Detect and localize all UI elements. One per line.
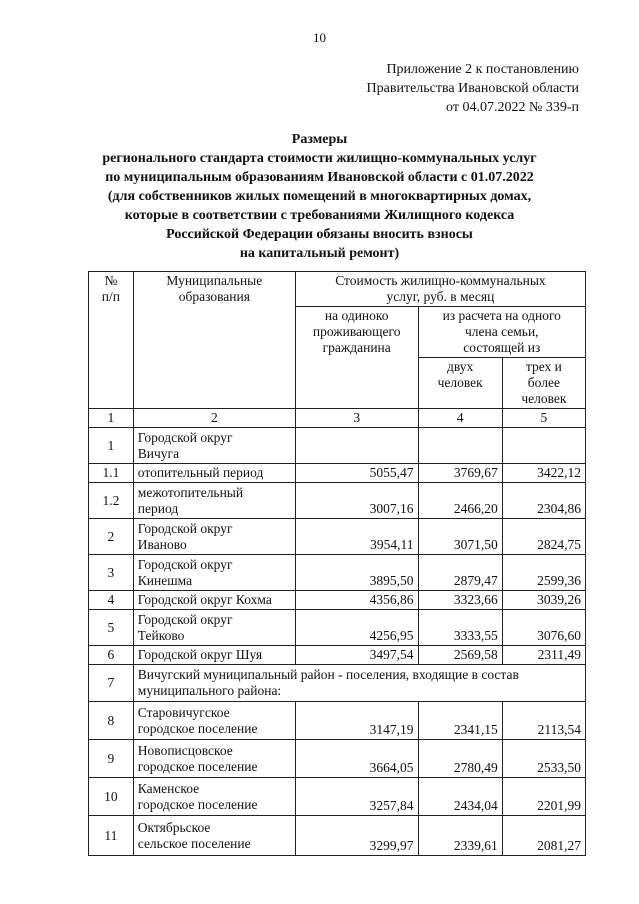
name-line: Тейково bbox=[137, 627, 185, 643]
name-line: городское поселение bbox=[137, 720, 258, 736]
header-cost bbox=[295, 272, 585, 307]
row-number: 11 bbox=[89, 816, 134, 856]
municipality-name bbox=[133, 483, 295, 519]
name-line: Городской округ bbox=[137, 556, 233, 572]
header-single bbox=[295, 307, 418, 409]
row-number: 8 bbox=[89, 702, 134, 740]
cost-single-person bbox=[295, 428, 418, 464]
table-row bbox=[89, 555, 586, 591]
cost-single-person: 4356,86 bbox=[295, 591, 418, 610]
header-text: двух bbox=[447, 359, 474, 374]
appendix-line: от 04.07.2022 № 339-п bbox=[446, 100, 579, 115]
title-line: по муниципальным образованиям Ивановской области с 01.07.2022 bbox=[105, 170, 534, 185]
table-row bbox=[89, 483, 586, 519]
cost-three-plus-persons bbox=[502, 428, 585, 464]
section-text: муниципального района: bbox=[137, 683, 282, 698]
row-number: 10 bbox=[89, 778, 134, 816]
table-row bbox=[89, 591, 586, 610]
cost-three-plus-persons: 2201,99 bbox=[502, 778, 585, 816]
header-text: образования bbox=[178, 289, 250, 304]
name-line: Иваново bbox=[137, 536, 187, 552]
name-line: Старовичугское bbox=[137, 704, 230, 720]
header-text: состоящей из bbox=[463, 340, 541, 355]
table-row bbox=[89, 778, 586, 816]
cost-three-plus-persons: 2081,27 bbox=[502, 816, 585, 856]
column-number: 5 bbox=[502, 409, 585, 428]
table-row bbox=[89, 702, 586, 740]
name-line: Октябрьское bbox=[137, 819, 211, 835]
header-text: члена семьи, bbox=[464, 324, 539, 339]
header-text: человек bbox=[521, 391, 567, 406]
title-line: на капитальный ремонт) bbox=[239, 246, 400, 261]
header-row bbox=[89, 272, 586, 307]
page-number: 10 bbox=[313, 30, 326, 45]
column-number: 3 bbox=[295, 409, 418, 428]
title-line: Размеры bbox=[291, 132, 348, 147]
name-line: городское поселение bbox=[137, 758, 258, 774]
header-text: услуг, руб. в месяц bbox=[386, 289, 495, 304]
municipality-name bbox=[133, 591, 295, 610]
header-text: гражданина bbox=[322, 340, 391, 355]
cost-two-persons: 2879,47 bbox=[418, 555, 502, 591]
cost-three-plus-persons: 2113,54 bbox=[502, 702, 585, 740]
cost-three-plus-persons: 3076,60 bbox=[502, 610, 585, 646]
row-number: 7 bbox=[89, 665, 134, 702]
cost-three-plus-persons: 2599,36 bbox=[502, 555, 585, 591]
row-number: 1.1 bbox=[89, 464, 134, 483]
table-row bbox=[89, 464, 586, 483]
row-number: 2 bbox=[89, 519, 134, 555]
cost-single-person: 3007,16 bbox=[295, 483, 418, 519]
cost-single-person: 3895,50 bbox=[295, 555, 418, 591]
cost-three-plus-persons: 2311,49 bbox=[502, 646, 585, 665]
header-three-plus bbox=[502, 358, 585, 409]
cost-two-persons: 2780,49 bbox=[418, 740, 502, 778]
column-number-row bbox=[89, 409, 586, 428]
cost-three-plus-persons: 3039,26 bbox=[502, 591, 585, 610]
header-text: Муниципальные bbox=[166, 273, 263, 288]
cost-two-persons: 2569,58 bbox=[418, 646, 502, 665]
title-line: Российской Федерации обязаны вносить взносы bbox=[166, 227, 473, 242]
row-number: 5 bbox=[89, 610, 134, 646]
column-number: 1 bbox=[89, 409, 134, 428]
cost-two-persons: 3769,67 bbox=[418, 464, 502, 483]
municipality-name bbox=[133, 519, 295, 555]
table-row bbox=[89, 646, 586, 665]
row-number: 1 bbox=[89, 428, 134, 464]
cost-three-plus-persons: 2824,75 bbox=[502, 519, 585, 555]
cost-single-person: 3664,05 bbox=[295, 740, 418, 778]
cost-single-person: 3147,19 bbox=[295, 702, 418, 740]
municipality-name bbox=[133, 646, 295, 665]
name-line: городское поселение bbox=[137, 796, 258, 812]
section-caption bbox=[133, 665, 585, 702]
cost-three-plus-persons: 2304,86 bbox=[502, 483, 585, 519]
name-line: период bbox=[137, 500, 179, 516]
table-row bbox=[89, 428, 586, 464]
cost-two-persons: 3071,50 bbox=[418, 519, 502, 555]
cost-single-person: 5055,47 bbox=[295, 464, 418, 483]
name-line: Городской округ Шуя bbox=[137, 647, 263, 662]
cost-three-plus-persons: 2533,50 bbox=[502, 740, 585, 778]
cost-two-persons bbox=[418, 428, 502, 464]
title-line: (для собственников жилых помещений в многоквартирных домах, bbox=[107, 189, 532, 204]
title-line: которые в соответствии с требованиями Жилищного кодекса bbox=[124, 208, 515, 223]
name-line: сельское поселение bbox=[137, 835, 251, 851]
municipality-name bbox=[133, 816, 295, 856]
name-line: Новописцовское bbox=[137, 742, 233, 758]
cost-single-person: 3257,84 bbox=[295, 778, 418, 816]
municipality-name bbox=[133, 555, 295, 591]
municipality-name bbox=[133, 610, 295, 646]
column-number: 2 bbox=[133, 409, 295, 428]
municipality-name bbox=[133, 702, 295, 740]
row-number: 9 bbox=[89, 740, 134, 778]
document-title bbox=[0, 130, 639, 263]
row-number: 6 bbox=[89, 646, 134, 665]
cost-two-persons: 2466,20 bbox=[418, 483, 502, 519]
cost-two-persons: 2434,04 bbox=[418, 778, 502, 816]
header-text: Стоимость жилищно-коммунальных bbox=[335, 273, 546, 288]
table-row bbox=[89, 740, 586, 778]
cost-single-person: 3954,11 bbox=[295, 519, 418, 555]
column-number: 4 bbox=[418, 409, 502, 428]
cost-two-persons: 2341,15 bbox=[418, 702, 502, 740]
header-text: трех и bbox=[525, 359, 562, 374]
name-line: Вичуга bbox=[137, 445, 180, 461]
name-line: Городской округ bbox=[137, 520, 233, 536]
row-number: 3 bbox=[89, 555, 134, 591]
municipality-name bbox=[133, 740, 295, 778]
header-text: № bbox=[104, 273, 118, 288]
cost-single-person: 3497,54 bbox=[295, 646, 418, 665]
header-text: п/п bbox=[101, 289, 120, 304]
name-line: Городской округ Кохма bbox=[137, 592, 272, 607]
appendix-line: Правительства Ивановской области bbox=[366, 81, 579, 96]
table-row bbox=[89, 816, 586, 856]
section-row bbox=[89, 665, 586, 702]
header-text: человек bbox=[437, 375, 483, 390]
header-text: на одиноко bbox=[324, 308, 389, 323]
row-number: 4 bbox=[89, 591, 134, 610]
title-line: регионального стандарта стоимости жилищно-коммунальных услуг bbox=[102, 151, 537, 166]
header-text: более bbox=[527, 375, 560, 390]
table-body bbox=[89, 702, 586, 856]
cost-two-persons: 3333,55 bbox=[418, 610, 502, 646]
name-line: Городской округ bbox=[137, 611, 233, 627]
cost-three-plus-persons: 3422,12 bbox=[502, 464, 585, 483]
name-line: межотопительный bbox=[137, 484, 244, 500]
municipality-name bbox=[133, 778, 295, 816]
header-text: проживающего bbox=[312, 324, 401, 339]
row-number: 1.2 bbox=[89, 483, 134, 519]
table-row bbox=[89, 519, 586, 555]
cost-single-person: 4256,95 bbox=[295, 610, 418, 646]
header-text: из расчета на одного bbox=[442, 308, 561, 323]
name-line: Городской округ bbox=[137, 429, 233, 445]
cost-single-person: 3299,97 bbox=[295, 816, 418, 856]
cost-two-persons: 3323,66 bbox=[418, 591, 502, 610]
header-two-persons bbox=[418, 358, 502, 409]
table-row bbox=[89, 610, 586, 646]
header-municipality bbox=[133, 272, 295, 409]
appendix-line: Приложение 2 к постановлению bbox=[386, 62, 579, 77]
municipality-name bbox=[133, 428, 295, 464]
name-line: отопительный период bbox=[137, 465, 264, 480]
header-family bbox=[418, 307, 585, 358]
table-body bbox=[89, 428, 586, 665]
name-line: Каменское bbox=[137, 780, 200, 796]
cost-standard-table bbox=[88, 271, 586, 856]
appendix-reference bbox=[367, 60, 579, 117]
name-line: Кинешма bbox=[137, 572, 193, 588]
municipality-name bbox=[133, 464, 295, 483]
section-text: Вичугский муниципальный район - поселения, входящие в состав bbox=[137, 667, 519, 682]
cost-two-persons: 2339,61 bbox=[418, 816, 502, 856]
header-number bbox=[89, 272, 134, 409]
